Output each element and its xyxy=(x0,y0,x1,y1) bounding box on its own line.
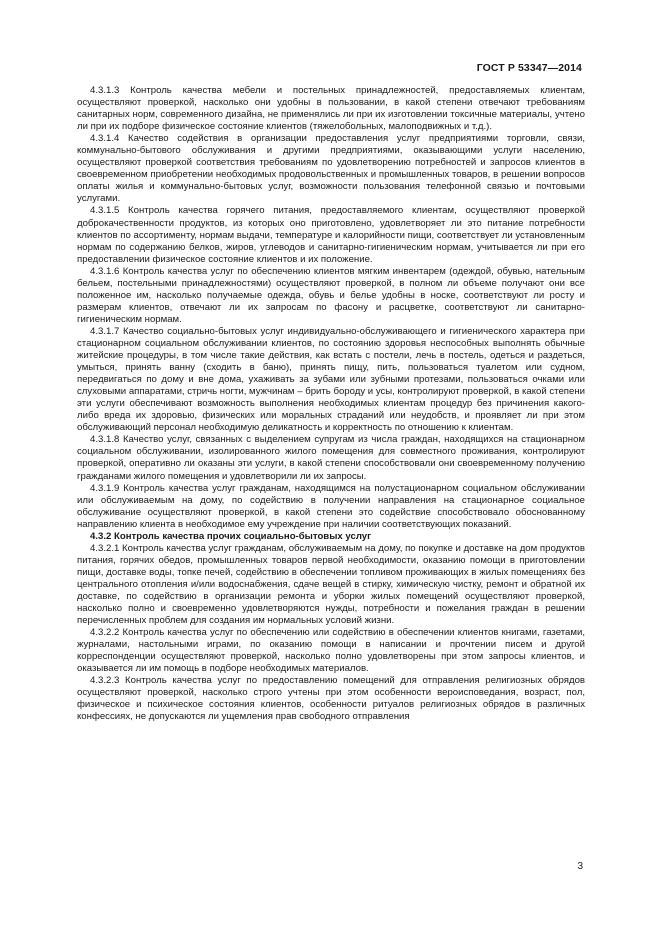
paragraph-4-3-1-5: 4.3.1.5 Контроль качества горячего питания, предоставляемого клиентам, осуществляют проверкой доброкачественности продуктов, из которых оно приготовлено, удовлетворяет ли это питание потребности клиентов по ассортименту, нормам выдачи, температуре и калорийности пищи, соответствует ли установленным нормам по содержанию белков, жиров, углеводов и санитарно-гигиеническим нормам, учитывается ли при его предоставлении физическое состояние клиентов и их положение. xyxy=(77,205,585,265)
section-heading-4-3-2: 4.3.2 Контроль качества прочих социально-бытовых услуг xyxy=(90,530,372,542)
paragraph-4-3-1-8: 4.3.1.8 Качество услуг, связанных с выделением супругам из числа граждан, находящихся на стационарном социальном обслуживании, изолированного жилого помещения для совместного проживания, контролируют проверкой, оперативно ли оказаны эти услуги, в какой степени способствовали они своевременному получению гражданами жилого помещения и удовлетворили ли их запросы. xyxy=(77,434,585,482)
document-body xyxy=(77,85,585,723)
paragraph-4-3-1-9: 4.3.1.9 Контроль качества услуг гражданам, находящимся на полустационарном социальном обслуживании или обслуживаемым на дому, по содействию в получении направления на стационарное социальное обслуживание осуществляют проверкой, в какой степени это содействие способствовало обоснованному направлению клиента в необходимое ему учреждение при наличии соответствующих показаний. xyxy=(77,482,585,530)
paragraph-4-3-2-1: 4.3.2.1 Контроль качества услуг гражданам, обслуживаемым на дому, по покупке и доставке на дом продуктов питания, горячих обедов, промышленных товаров первой необходимости, оказанию помощи в приготовлении пищи, доставке воды, топке печей, содействию в обеспечении топливом проживающих в жилых помещениях без центрального отопления и/или водоснабжения, сдаче вещей в стирку, химическую чистку, ремонт и обратной их доставке, по содействию в организации ремонта и уборки жилых помещений осуществляют проверкой, насколько полно и своевременно удовлетворяются нужды, потребности и пожелания граждан в решении перечисленных проблем для создания им нормальных условий жизни. xyxy=(77,542,585,627)
paragraph-4-3-1-6: 4.3.1.6 Контроль качества услуг по обеспечению клиентов мягким инвентарем (одеждой, обувью, нательным бельем, постельными принадлежностями) осуществляют проверкой, в полном ли объеме получают они все положенное им, насколько получаемые одежда, обувь и белье удобны в носке, соответствуют ли росту и размерам клиентов, отвечают ли их запросам по фасону и расцветке, соответствуют ли санитарно-гигиеническим нормам. xyxy=(77,265,585,325)
paragraph-4-3-2-3: 4.3.2.3 Контроль качества услуг по предоставлению помещений для отправления религиозных обрядов осуществляют проверкой, насколько строго учтены при этом особенности вероисповедания, возраст, пол, физическое и психическое состояния клиентов, особенности ритуалов религиозных обрядов в различных конфессиях, не допускаются ли ущемления прав свободного отправления xyxy=(77,675,585,723)
paragraph-4-3-1-3: 4.3.1.3 Контроль качества мебели и постельных принадлежностей, предоставляемых клиентам, осуществляют проверкой, насколько они удобны в пользовании, в какой степени отвечают требованиям санитарных норм, современного дизайна, не применялись ли при их изготовлении токсичные материалы, учтено ли при их подборе физическое состояние клиентов (тяжелобольных, малоподвижных и т.д.). xyxy=(77,85,585,133)
page-number: 3 xyxy=(577,861,583,872)
paragraph-4-3-2-2: 4.3.2.2 Контроль качества услуг по обеспечению или содействию в обеспечении клиентов книгами, газетами, журналами, настольными играми, по оказанию помощи в написании и прочтении писем и другой корреспонденции осуществляют проверкой, насколько полно удовлетворены при этом запросы клиентов, и оказывается ли им помощь в подборе необходимых материалов. xyxy=(77,627,585,675)
paragraph-4-3-1-4: 4.3.1.4 Качество содействия в организации предоставления услуг предприятиями торговли, связи, коммунально-бытового обслуживания и другими предприятиями, оказывающими услуги населению, осуществляют проверкой соответствия требованиям по удовлетворению потребностей и запросов клиентов в своевременном приобретении необходимых продовольственных и промышленных товаров, в решении вопросов оплаты жилья и коммунально-бытовых услуг, возможности пользования телефонной связью и почтовыми услугами. xyxy=(77,133,585,205)
paragraph-4-3-1-7: 4.3.1.7 Качество социально-бытовых услуг индивидуально-обслуживающего и гигиенического характера при стационарном социальном обслуживании клиентов, по состоянию здоровья неспособных выполнять обычные житейские процедуры, в том числе такие действия, как встать с постели, лечь в постель, одеться и раздеться, умыться, принять ванну (сходить в баню), принять пищу, пить, пользоваться туалетом или судном, передвигаться по дому и вне дома, ухаживать за зубами или зубными протезами, пользоваться очками или слуховыми аппаратами, стричь ногти, мужчинам – брить бороду и усы, контролируют проверкой, в какой степени эти услуги обеспечивают возможность выполнения необходимых клиентам процедур без причинения какого-либо вреда их здоровью, физических или моральных страданий или неудобств, и проявляет ли при этом обслуживающий персонал необходимую деликатность и корректность по отношению к клиентам. xyxy=(77,325,585,434)
standard-code-header: ГОСТ Р 53347—2014 xyxy=(476,62,582,74)
